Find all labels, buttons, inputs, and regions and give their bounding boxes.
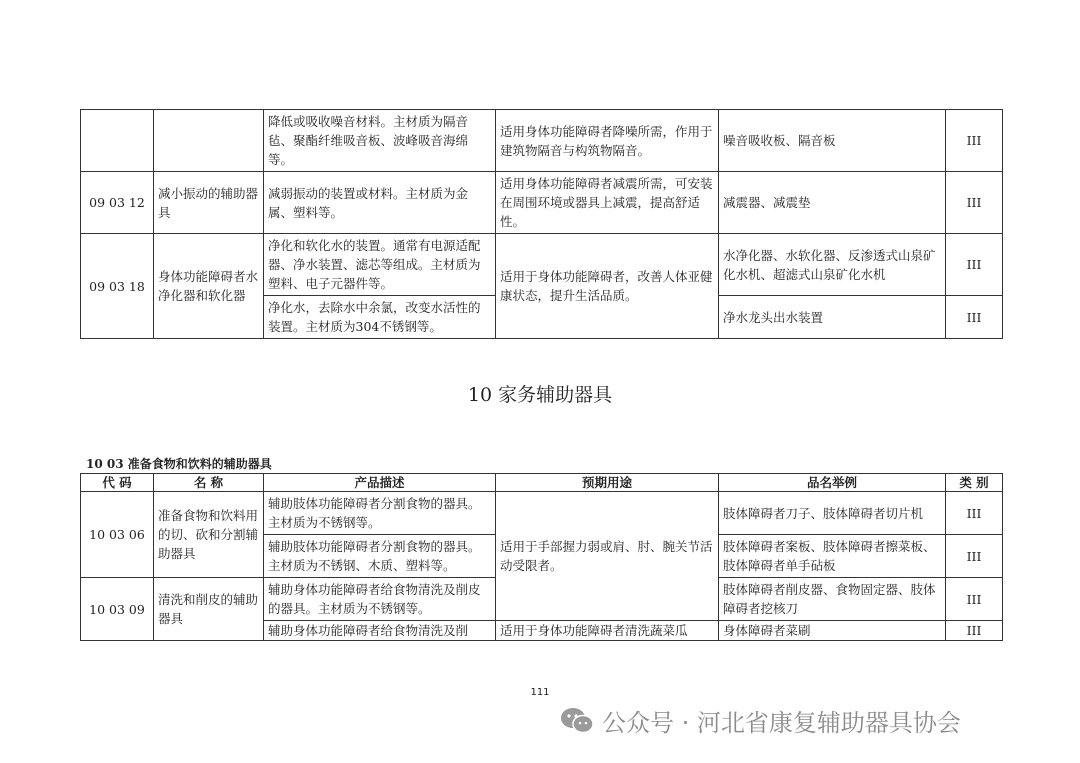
header-example: 品名举例 — [719, 474, 946, 492]
category-cell: III — [946, 492, 1003, 535]
category-cell: III — [946, 621, 1003, 641]
header-description: 产品描述 — [264, 474, 496, 492]
example-cell: 身体障碍者菜刷 — [719, 621, 946, 641]
description-cell: 辅助身体功能障碍者给食物清洗及削 — [264, 621, 496, 641]
category-cell: III — [946, 296, 1003, 339]
code-cell — [81, 110, 154, 172]
watermark — [560, 703, 961, 738]
description-cell: 辅助肢体功能障碍者分割食物的器具。主材质为不锈钢、木质、塑料等。 — [264, 535, 496, 578]
usage-cell: 适用于身体功能障碍者清洗蔬菜瓜 — [496, 621, 719, 641]
header-code: 代 码 — [81, 474, 154, 492]
header-category: 类 别 — [946, 474, 1003, 492]
usage-cell: 适用身体功能障碍者降噪所需，作用于建筑物隔音与构筑物隔音。 — [496, 110, 719, 172]
table-row — [81, 234, 1003, 296]
description-cell: 辅助身体功能障碍者给食物清洗及削皮的器具。主材质为不锈钢等。 — [264, 578, 496, 621]
description-cell: 净化和软化水的装置。通常有电源适配器、净水装置、滤芯等组成。主材质为塑料、电子元器件等。 — [264, 234, 496, 296]
example-cell: 净水龙头出水装置 — [719, 296, 946, 339]
example-cell: 水净化器、水软化器、反渗透式山泉矿化水机、超滤式山泉矿化水机 — [719, 234, 946, 296]
example-cell: 肢体障碍者刀子、肢体障碍者切片机 — [719, 492, 946, 535]
example-cell: 噪音吸收板、隔音板 — [719, 110, 946, 172]
example-cell: 肢体障碍者案板、肢体障碍者擦菜板、肢体障碍者单手砧板 — [719, 535, 946, 578]
category-cell: III — [946, 110, 1003, 172]
category-cell: III — [946, 578, 1003, 621]
code-cell: 09 03 18 — [81, 234, 154, 339]
table-row — [81, 172, 1003, 234]
name-cell: 清洗和削皮的辅助器具 — [154, 578, 264, 641]
usage-cell: 适用于身体功能障碍者，改善人体亚健康状态，提升生活品质。 — [496, 234, 719, 339]
wechat-icon — [560, 707, 594, 735]
table-header-row — [81, 474, 1003, 492]
category-cell: III — [946, 234, 1003, 296]
header-usage: 预期用途 — [496, 474, 719, 492]
description-cell: 减弱振动的装置或材料。主材质为金属、塑料等。 — [264, 172, 496, 234]
code-cell: 09 03 12 — [81, 172, 154, 234]
name-cell: 准备食物和饮料用的切、砍和分割辅助器具 — [154, 492, 264, 578]
section-title: 10 家务辅助器具 — [467, 384, 613, 406]
assistive-products-table-10 — [80, 473, 1003, 641]
description-cell: 降低或吸收噪音材料。主材质为隔音毡、聚酯纤维吸音板、波峰吸音海绵等。 — [264, 110, 496, 172]
name-cell — [154, 110, 264, 172]
table-row — [81, 110, 1003, 172]
name-cell: 减小振动的辅助器具 — [154, 172, 264, 234]
category-cell: III — [946, 535, 1003, 578]
usage-cell: 适用身体功能障碍者减震所需，可安装在周围环境或器具上减震，提高舒适性。 — [496, 172, 719, 234]
watermark-text: 公众号 · 河北省康复辅助器具协会 — [602, 709, 961, 737]
code-cell: 10 03 06 — [81, 492, 154, 578]
page-number: 111 — [530, 687, 550, 698]
table-row — [81, 492, 1003, 535]
usage-cell: 适用于手部握力弱或肩、肘、腕关节活动受限者。 — [496, 492, 719, 621]
header-name: 名 称 — [154, 474, 264, 492]
example-cell: 减震器、减震垫 — [719, 172, 946, 234]
name-cell: 身体功能障碍者水净化器和软化器 — [154, 234, 264, 339]
assistive-products-table-09 — [80, 109, 1003, 339]
subsection-title: 10 03 准备食物和饮料的辅助器具 — [86, 457, 272, 471]
description-cell: 净化水，去除水中余氯，改变水活性的装置。主材质为304不锈钢等。 — [264, 296, 496, 339]
description-cell: 辅助肢体功能障碍者分割食物的器具。主材质为不锈钢等。 — [264, 492, 496, 535]
code-cell: 10 03 09 — [81, 578, 154, 641]
category-cell: III — [946, 172, 1003, 234]
example-cell: 肢体障碍者削皮器、食物固定器、肢体障碍者挖核刀 — [719, 578, 946, 621]
